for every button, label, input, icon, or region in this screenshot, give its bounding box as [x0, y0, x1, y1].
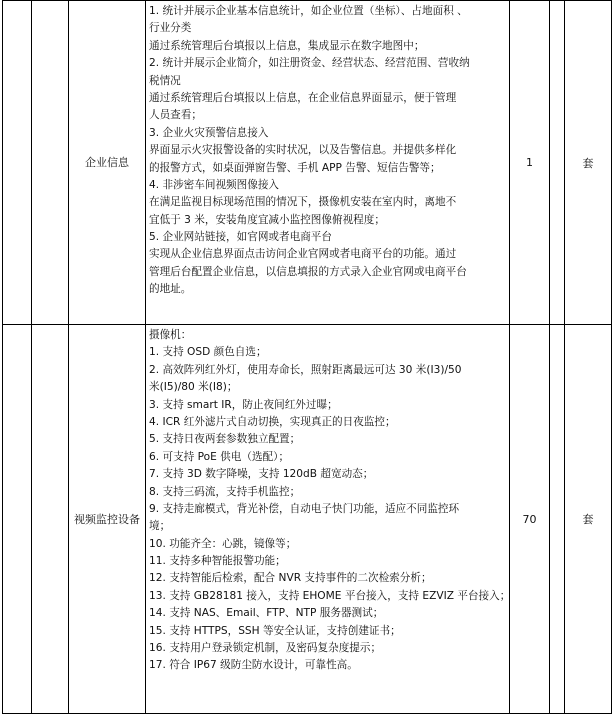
quantity-cell [510, 1, 550, 325]
description-line: 6. 可支持 PoE 供电（选配）； [149, 450, 290, 463]
blank-cell [550, 325, 565, 714]
item-description [146, 1, 510, 325]
description-line: 11. 支持多种智能报警功能； [149, 555, 286, 568]
description-line: 14. 支持 NAS、Email、FTP、NTP 服务器测试； [149, 607, 384, 620]
description-line: 7. 支持 3D 数字降噪，支持 120dB 超宽动态； [149, 468, 374, 481]
blank-cell [3, 325, 32, 714]
item-name-cell [69, 1, 146, 325]
unit-value: 套 [582, 156, 594, 170]
description-line: 5. 企业网站链接，如官网或者电商平台 [149, 231, 332, 244]
description-line: 13. 支持 GB28181 接入，支持 EHOME 平台接入，支持 EZVIZ 平台接入； [149, 589, 511, 602]
item-description [146, 325, 510, 714]
quantity-value: 70 [522, 512, 537, 526]
description-line: 在满足监视目标现场范围的情况下，摄像机安装在室内时，离地不 [149, 196, 457, 209]
blank-cell [550, 1, 565, 325]
description-line: 米(I5)/80 米(I8)； [149, 381, 238, 394]
description-line: 税情况 [149, 74, 181, 87]
description-line: 2. 统计并展示企业简介，如注册资金、经营状态、经营范围、营收纳 [149, 57, 470, 70]
description-line: 4. ICR 红外滤片式自动切换，实现真正的日夜监控； [149, 415, 396, 428]
description-line: 实现从企业信息界面点击访问企业官网或者电商平台的功能。通过 [149, 248, 457, 261]
description-line: 16. 支持用户登录锁定机制，及密码复杂度提示； [149, 642, 382, 655]
description-line: 2. 高效阵列红外灯，使用寿命长，照射距离最远可达 30 米(I3)/50 [149, 363, 462, 376]
description-line: 通过系统管理后台填报以上信息，在企业信息界面显示，便于管理 [149, 91, 457, 104]
description-line: 3. 企业火灾预警信息接入 [149, 126, 269, 139]
description-line: 境； [149, 520, 171, 533]
description-line: 行业分类 [149, 22, 192, 35]
description-line: 宜低于 3 米，安装角度宜减小监控图像俯视程度； [149, 213, 385, 226]
description-line: 5. 支持日夜两套参数独立配置； [149, 433, 301, 446]
table-row [3, 325, 612, 714]
description-line: 15. 支持 HTTPS，SSH 等安全认证，支持创建证书； [149, 624, 401, 637]
description-line: 4. 非涉密车间视频图像接入 [149, 178, 280, 191]
item-name: 视频监控设备 [74, 512, 140, 526]
description-line: 人员查看； [149, 109, 202, 122]
quantity-value: 1 [526, 156, 533, 169]
description-line: 界面显示火灾报警设备的实时状况，以及告警信息。并提供多样化 [149, 144, 457, 157]
equipment-spec-table [2, 0, 612, 714]
description-line: 1. 支持 OSD 颜色自选； [149, 346, 267, 359]
description-line: 12. 支持智能后检索，配合 NVR 支持事件的二次检索分析； [149, 572, 432, 585]
table-row [3, 1, 612, 325]
blank-cell [3, 1, 32, 325]
unit-cell [565, 325, 612, 714]
item-name: 企业信息 [85, 156, 129, 169]
description-line: 1. 统计并展示企业基本信息统计，如企业位置（坐标）、占地面积 、 [149, 5, 468, 17]
description-line: 的地址。 [149, 283, 192, 296]
description-line: 管理后台配置企业信息，以信息填报的方式录入企业官网或电商平台 [149, 265, 467, 278]
unit-cell [565, 1, 612, 325]
description-line: 17. 符合 IP67 级防尘防水设计，可靠性高。 [149, 659, 358, 672]
quantity-cell [510, 325, 550, 714]
unit-value: 套 [582, 513, 594, 526]
description-line: 10. 功能齐全：心跳，镜像等； [149, 537, 297, 550]
description-line: 8. 支持三码流，支持手机监控； [149, 485, 301, 498]
description-line: 的报警方式，如桌面弹窗告警、手机 APP 告警、短信告警等； [149, 161, 441, 174]
blank-cell [32, 325, 69, 714]
description-line: 摄像机： [149, 329, 192, 341]
description-line: 3. 支持 smart IR，防止夜间红外过曝； [149, 398, 338, 411]
blank-cell [32, 1, 69, 325]
item-name-cell [69, 325, 146, 714]
description-line: 通过系统管理后台填报以上信息，集成显示在数字地图中； [149, 39, 425, 52]
description-line: 9. 支持走廊模式，背光补偿，自动电子快门功能，适应不同监控环 [149, 502, 460, 515]
